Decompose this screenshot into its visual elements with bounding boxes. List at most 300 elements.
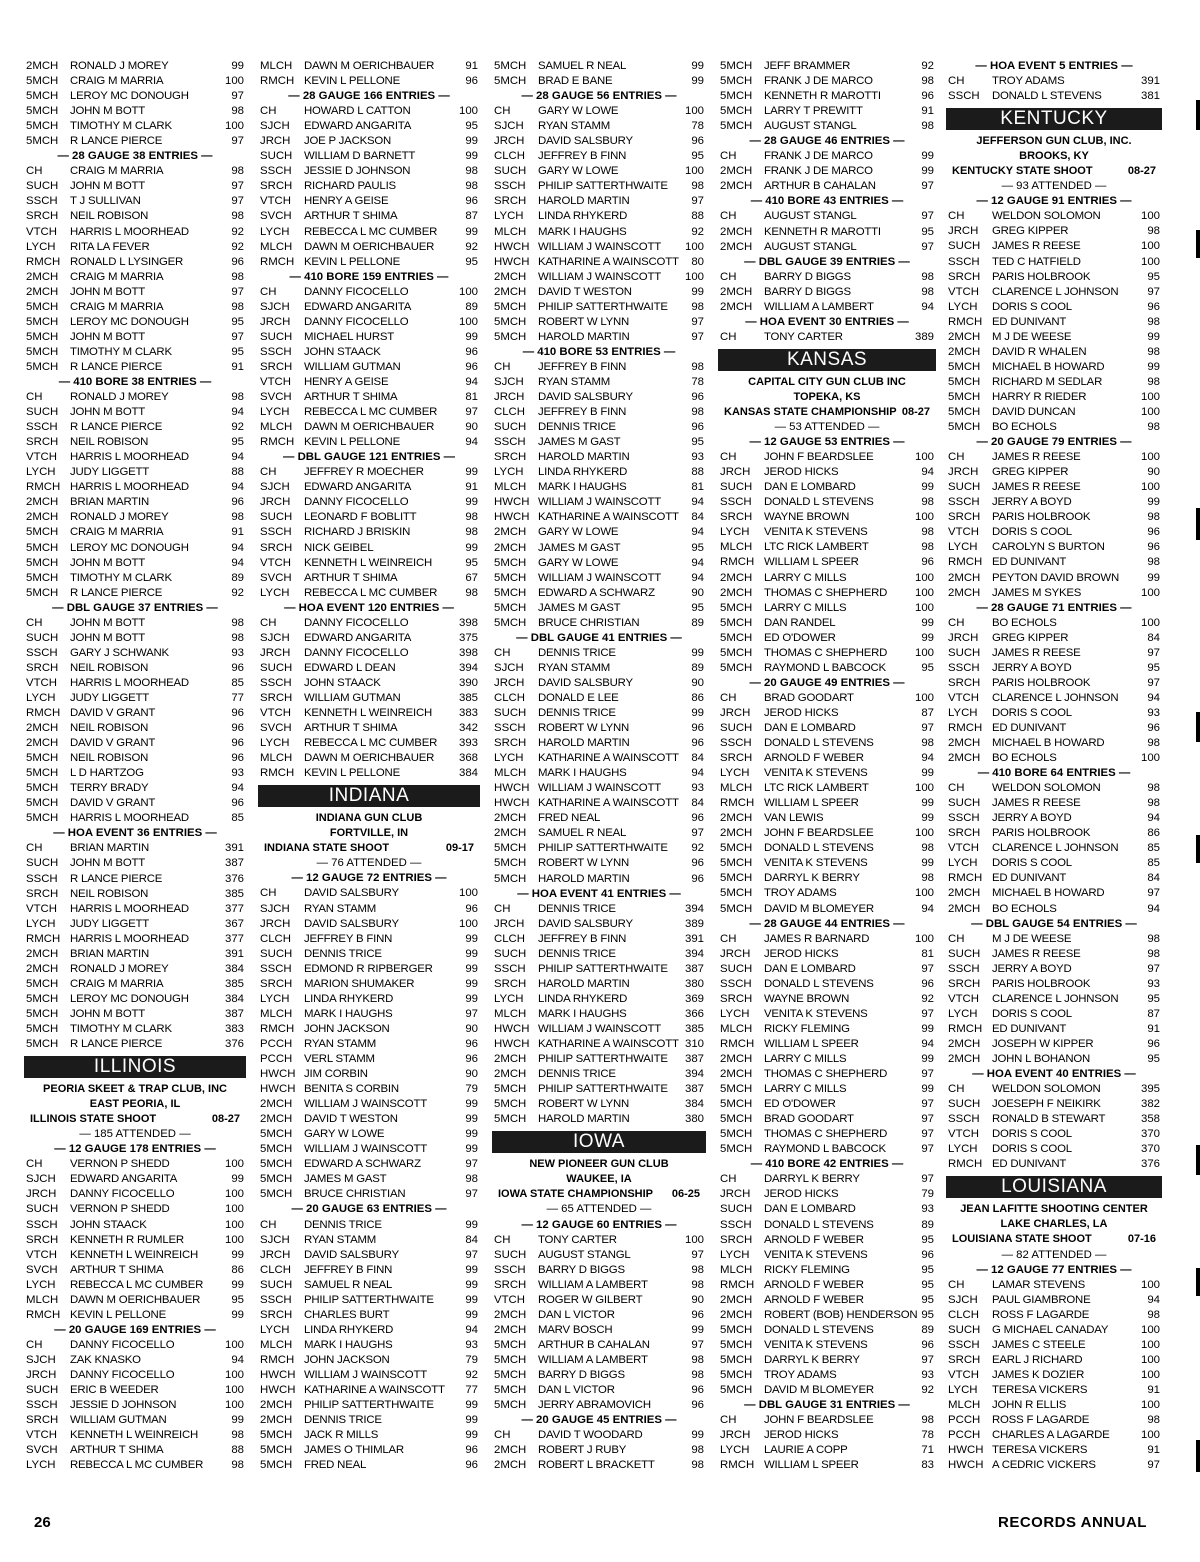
class-code: SSCH [260, 526, 292, 539]
result-row [258, 586, 480, 601]
shooter-name: RYAN STAMM [304, 902, 377, 915]
score: 99 [465, 1293, 478, 1306]
result-row [24, 1218, 246, 1233]
score: 99 [465, 135, 478, 148]
shooter-name: EDWARD ANGARITA [304, 300, 412, 313]
score: 97 [1147, 676, 1160, 689]
score: 84 [1147, 631, 1160, 644]
score: 89 [465, 300, 478, 313]
edge-mark [1196, 1145, 1200, 1175]
class-code: 5MCH [720, 120, 753, 133]
class-code: MLCH [494, 225, 527, 238]
shooter-name: R LANCE PIERCE [70, 135, 163, 148]
score: 97 [1147, 646, 1160, 659]
class-code: CH [720, 270, 737, 283]
score: 97 [691, 195, 704, 208]
score: 98 [231, 1429, 244, 1442]
result-row [492, 826, 706, 841]
class-code: 5MCH [720, 887, 753, 900]
result-row [24, 420, 246, 435]
score: 97 [921, 210, 934, 223]
result-row [492, 721, 706, 736]
event-heading: — 12 GAUGE 91 ENTRIES — [976, 195, 1132, 208]
state-banner: ILLINOIS [24, 1056, 246, 1078]
result-row [24, 616, 246, 631]
shooter-name: KENNETH L WEINREICH [304, 556, 433, 569]
shooter-name: RONALD J MOREY [70, 60, 169, 72]
class-code: 5MCH [494, 60, 527, 72]
shooter-name: RICHARD PAULIS [304, 180, 396, 193]
score: 95 [465, 120, 478, 133]
class-code: VTCH [260, 556, 292, 569]
result-row [492, 74, 706, 89]
class-code: 5MCH [494, 330, 527, 343]
result-row [946, 1142, 1162, 1157]
result-row [946, 962, 1162, 977]
event-heading-text: DBL GAUGE 41 ENTRIES [530, 631, 668, 644]
score: 100 [1140, 1278, 1160, 1291]
score: 93 [465, 1338, 478, 1351]
result-row [24, 1022, 246, 1037]
score: 89 [231, 571, 244, 584]
class-code: 5MCH [720, 631, 753, 644]
shooter-name: REBECCA L MC CUMBER [304, 737, 438, 750]
shooter-name: JOSEPH W KIPPER [992, 1037, 1094, 1050]
class-code: SRCH [494, 451, 527, 464]
shooter-name: WILLIAM J WAINSCOTT [538, 240, 661, 253]
class-code: PCCH [260, 1053, 293, 1065]
shooter-name: VERL STAMM [304, 1053, 375, 1065]
score: 398 [458, 646, 478, 659]
result-row [946, 1293, 1162, 1308]
result-row [24, 480, 246, 495]
class-code: 5MCH [494, 616, 527, 629]
shooter-name: TED C HATFIELD [992, 255, 1081, 268]
result-row [946, 721, 1162, 736]
state-banner: IOWA [492, 1131, 706, 1153]
result-row [718, 540, 936, 555]
shooter-name: DONALD L STEVENS [764, 842, 874, 855]
shooter-name: PARIS HOLBROOK [992, 676, 1091, 689]
class-code: 2MCH [948, 737, 981, 750]
shooter-name: HARRIS L MOORHEAD [70, 812, 189, 825]
event-heading: — HOA EVENT 30 ENTRIES — [745, 315, 909, 328]
result-row [492, 706, 706, 721]
class-code: 5MCH [720, 90, 753, 103]
class-code: 5MCH [494, 857, 527, 870]
result-row [718, 586, 936, 601]
class-code: SUCH [260, 1278, 293, 1291]
shooter-name: SAMUEL R NEAL [538, 827, 627, 840]
result-row [718, 1022, 936, 1037]
result-row [946, 525, 1162, 540]
class-code: VTCH [948, 285, 980, 298]
class-code: HWCH [494, 496, 530, 509]
shooter-name: WILLIAM D BARNETT [304, 150, 416, 163]
class-code: SRCH [494, 1278, 527, 1291]
score: 97 [921, 240, 934, 253]
shooter-name: DORIS S COOL [992, 300, 1072, 313]
score: 100 [914, 511, 934, 524]
score: 97 [691, 330, 704, 343]
score: 100 [458, 285, 478, 298]
score: 98 [691, 1278, 704, 1291]
result-row [492, 450, 706, 465]
result-row [24, 1458, 246, 1473]
class-code: SRCH [720, 511, 753, 524]
shoot-title: KENTUCKY STATE SHOOT [952, 165, 1093, 178]
class-code: RMCH [260, 255, 295, 268]
score: 99 [921, 1083, 934, 1096]
shooter-name: TROY ADAMS [764, 1368, 837, 1381]
score: 99 [691, 646, 704, 659]
result-row [24, 390, 246, 405]
class-code: RMCH [948, 1022, 983, 1035]
result-row [24, 270, 246, 285]
shooter-name: AUGUST STANGL [764, 210, 857, 223]
class-code: 5MCH [720, 1338, 753, 1351]
score: 99 [465, 1308, 478, 1321]
shooter-name: JOHN JACKSON [304, 1353, 390, 1366]
shooter-name: JAMES C STEELE [992, 1338, 1086, 1351]
result-row [258, 1112, 480, 1127]
class-code: 5MCH [26, 767, 59, 780]
class-code: 2MCH [26, 60, 59, 72]
class-code: CH [948, 210, 965, 223]
class-code: SJCH [260, 631, 290, 644]
result-row [492, 435, 706, 450]
shooter-name: ED DUNIVANT [992, 1022, 1067, 1035]
result-row [946, 495, 1162, 510]
result-row [718, 59, 936, 74]
result-row [492, 1097, 706, 1112]
class-code: CH [948, 1278, 965, 1291]
result-row [258, 345, 480, 360]
result-row [492, 270, 706, 285]
results-column-1 [24, 59, 246, 1473]
shooter-name: RAYMOND L BABCOCK [764, 1143, 886, 1156]
shooter-name: HAROLD MARTIN [538, 451, 630, 464]
class-code: HWCH [494, 511, 530, 524]
event-heading-text: DBL GAUGE 54 ENTRIES [985, 917, 1123, 930]
class-code: SJCH [26, 1173, 56, 1186]
shooter-name: PARIS HOLBROOK [992, 270, 1091, 283]
score: 92 [691, 225, 704, 238]
result-row [24, 1308, 246, 1323]
shooter-name: DARRYL K BERRY [764, 1353, 860, 1366]
result-row [492, 405, 706, 420]
result-row [258, 134, 480, 149]
result-row [718, 1007, 936, 1022]
result-row [718, 1368, 936, 1383]
result-row [492, 691, 706, 706]
class-code: SUCH [720, 1203, 753, 1216]
result-row [718, 571, 936, 586]
edge-mark [1196, 1268, 1200, 1296]
score: 80 [691, 255, 704, 268]
result-row [946, 796, 1162, 811]
score: 95 [691, 601, 704, 614]
shooter-name: LEROY MC DONOUGH [70, 315, 189, 328]
result-row [258, 571, 480, 586]
class-code: RMCH [948, 721, 983, 734]
result-row [258, 435, 480, 450]
class-code: 2MCH [494, 827, 527, 840]
score: 98 [231, 270, 244, 283]
score: 100 [224, 1188, 244, 1201]
result-row [946, 691, 1162, 706]
shooter-name: TERRY BRADY [70, 782, 149, 795]
score: 100 [1140, 451, 1160, 464]
score: 96 [691, 737, 704, 750]
score: 342 [458, 722, 478, 735]
class-code: PCCH [260, 1037, 293, 1050]
class-code: 5MCH [720, 1368, 753, 1381]
class-code: 2MCH [260, 1098, 293, 1111]
score: 99 [921, 797, 934, 810]
class-code: 5MCH [26, 977, 59, 990]
score: 385 [224, 887, 244, 900]
shooter-name: TONY CARTER [764, 330, 843, 343]
result-row [946, 781, 1162, 796]
class-code: CH [260, 466, 277, 479]
score: 94 [231, 451, 244, 464]
shooter-name: JOHN STAACK [70, 1218, 147, 1231]
class-code: CH [948, 75, 965, 88]
shooter-name: PHILIP SATTERTHWAITE [538, 842, 668, 855]
score: 369 [684, 992, 704, 1005]
score: 99 [465, 992, 478, 1005]
score: 85 [1147, 857, 1160, 870]
result-row [24, 1172, 246, 1187]
result-row [946, 1112, 1162, 1127]
shooter-name: WILLIAM GUTMAN [70, 1414, 167, 1427]
edge-mark [1196, 712, 1200, 742]
result-row [258, 194, 480, 209]
result-row [24, 721, 246, 736]
result-row [718, 706, 936, 721]
shooter-name: JAMES M GAST [538, 436, 621, 449]
event-heading: — DBL GAUGE 31 ENTRIES — [744, 1399, 910, 1412]
shooter-name: JOHN M BOTT [70, 330, 145, 343]
shooter-name: R LANCE PIERCE [70, 1038, 163, 1051]
shooter-name: THOMAS C SHEPHERD [764, 586, 888, 599]
class-code: 2MCH [948, 1037, 981, 1050]
shooter-name: VENITA K STEVENS [764, 767, 868, 780]
result-row [24, 89, 246, 104]
class-code: 5MCH [260, 1429, 293, 1442]
class-code: VTCH [948, 1128, 980, 1141]
class-code: CH [948, 782, 965, 795]
class-code: 5MCH [494, 1353, 527, 1366]
result-row [718, 1338, 936, 1353]
class-code: 2MCH [720, 586, 753, 599]
result-row [718, 300, 936, 315]
score: 99 [231, 60, 244, 72]
shooter-name: NEIL ROBISON [70, 436, 149, 449]
class-code: SRCH [948, 827, 981, 840]
score: 96 [465, 1053, 478, 1065]
score: 91 [1147, 1383, 1160, 1396]
result-row [258, 1353, 480, 1368]
result-row [24, 330, 246, 345]
shooter-name: JOHN M BOTT [70, 406, 145, 419]
score: 384 [224, 962, 244, 975]
result-row [946, 285, 1162, 300]
result-row [946, 420, 1162, 435]
shooter-name: JEROD HICKS [764, 947, 839, 960]
shooter-name: L D HARTZOG [70, 767, 144, 780]
result-row [258, 1338, 480, 1353]
class-code: LYCH [26, 1278, 56, 1291]
class-code: LYCH [948, 1383, 978, 1396]
class-code: SUCH [26, 857, 59, 870]
shooter-name: ARNOLD F WEBER [764, 1278, 864, 1291]
event-heading-text: 12 GAUGE 53 ENTRIES [764, 436, 890, 449]
class-code: PCCH [948, 1414, 981, 1427]
event-heading: — DBL GAUGE 54 ENTRIES — [971, 917, 1137, 930]
shooter-name: T J SULLIVAN [70, 195, 141, 208]
shooter-name: R LANCE PIERCE [70, 360, 163, 373]
result-row [24, 465, 246, 480]
shooter-name: NEIL ROBISON [70, 887, 149, 900]
class-code: SRCH [948, 977, 981, 990]
score: 98 [231, 300, 244, 313]
shooter-name: TERESA VICKERS [992, 1444, 1088, 1457]
result-row [24, 1007, 246, 1022]
class-code: VTCH [948, 992, 980, 1005]
shooter-name: JOHN M BOTT [70, 180, 145, 193]
score: 310 [684, 1038, 704, 1051]
shooter-name: KENNETH L WEINREICH [70, 1429, 199, 1442]
score: 100 [1140, 481, 1160, 494]
class-code: 5MCH [720, 1353, 753, 1366]
class-code: SUCH [494, 947, 527, 960]
class-code: LYCH [720, 1444, 750, 1457]
score: 94 [231, 1353, 244, 1366]
class-code: 5MCH [494, 1368, 527, 1381]
shooter-name: RICHARD J BRISKIN [304, 526, 411, 539]
result-row [946, 992, 1162, 1007]
result-row [946, 1338, 1162, 1353]
class-code: 5MCH [26, 315, 59, 328]
score: 86 [691, 691, 704, 704]
class-code: CLCH [260, 1263, 292, 1276]
class-code: HWCH [494, 782, 530, 795]
score: 100 [224, 1218, 244, 1231]
score: 100 [1140, 405, 1160, 418]
shooter-name: JOHN STAACK [304, 345, 381, 358]
shooter-name: DAVID SALSBURY [304, 887, 399, 900]
event-heading-text: 28 GAUGE 71 ENTRIES [991, 601, 1117, 614]
shooter-name: MICHAEL B HOWARD [992, 360, 1105, 373]
score: 94 [231, 782, 244, 795]
shooter-name: ARTHUR T SHIMA [304, 722, 398, 735]
class-code: CH [26, 1158, 43, 1171]
shooter-name: DAVID T WESTON [304, 1113, 398, 1126]
class-code: LYCH [720, 1248, 750, 1261]
class-code: SSCH [26, 195, 58, 208]
score: 391 [224, 842, 244, 855]
class-code: LYCH [26, 917, 56, 930]
result-row [718, 225, 936, 240]
class-code: SSCH [26, 1399, 58, 1412]
score: 97 [921, 180, 934, 193]
score: 99 [231, 1248, 244, 1261]
shooter-name: WILLIAM J WAINSCOTT [304, 1098, 427, 1111]
score: 100 [224, 1203, 244, 1216]
class-code: 5MCH [720, 1128, 753, 1141]
shooter-name: WELDON SOLOMON [992, 1083, 1101, 1096]
class-code: VTCH [260, 707, 292, 720]
score: 91 [465, 60, 478, 72]
shooter-name: DAN RANDEL [764, 616, 836, 629]
score: 97 [921, 721, 934, 734]
result-row [24, 345, 246, 360]
score: 100 [1140, 752, 1160, 765]
score: 99 [691, 1429, 704, 1442]
shooter-name: MARK I HAUGHS [304, 1338, 393, 1351]
result-row [718, 871, 936, 886]
shooter-name: JOHN M BOTT [70, 556, 145, 569]
class-code: SJCH [948, 1293, 978, 1306]
result-row [946, 89, 1162, 104]
class-code: LYCH [494, 210, 524, 223]
class-code: VTCH [26, 676, 58, 689]
shooter-name: JOHN F BEARDSLEE [764, 827, 874, 840]
class-code: JRCH [720, 466, 751, 479]
result-row [258, 1127, 480, 1142]
shooter-name: JEFFREY B FINN [538, 932, 627, 945]
score: 84 [465, 1233, 478, 1246]
score: 391 [684, 932, 704, 945]
result-row [718, 1443, 936, 1458]
result-row [946, 1052, 1162, 1067]
result-row [24, 1202, 246, 1217]
score: 81 [921, 947, 934, 960]
score: 93 [231, 646, 244, 659]
shooter-name: JERRY ABRAMOVICH [538, 1399, 651, 1412]
shooter-name: PARIS HOLBROOK [992, 977, 1091, 990]
shooter-name: DENNIS TRICE [538, 707, 616, 720]
score: 77 [231, 691, 244, 704]
shooter-name: JOHN F BEARDSLEE [764, 451, 874, 464]
attendance-text: 76 ATTENDED [331, 857, 407, 870]
result-row [492, 781, 706, 796]
class-code: RMCH [948, 315, 983, 328]
event-heading-text: 410 BORE 43 ENTRIES [765, 195, 889, 208]
class-code: 5MCH [260, 1143, 293, 1156]
class-code: CH [948, 932, 965, 945]
class-code: RMCH [26, 1308, 61, 1321]
result-row [24, 240, 246, 255]
shooter-name: WAYNE BROWN [764, 511, 850, 524]
result-row [718, 992, 936, 1007]
shooter-name: ED O'DOWER [764, 631, 836, 644]
shooter-name: A CEDRIC VICKERS [992, 1459, 1096, 1472]
event-heading: — 410 BORE 64 ENTRIES — [977, 767, 1131, 780]
shooter-name: LINDA RHYKERD [304, 992, 394, 1005]
shooter-name: ED DUNIVANT [992, 1158, 1067, 1171]
results-column-2 [258, 59, 480, 1473]
class-code: SVCH [26, 1263, 58, 1276]
result-row [24, 1293, 246, 1308]
shooter-name: VENITA K STEVENS [764, 526, 868, 539]
shoot-title-row [492, 1187, 706, 1202]
class-code: 5MCH [720, 105, 753, 118]
score: 370 [1140, 1128, 1160, 1141]
shooter-name: HAROLD MARTIN [538, 330, 630, 343]
